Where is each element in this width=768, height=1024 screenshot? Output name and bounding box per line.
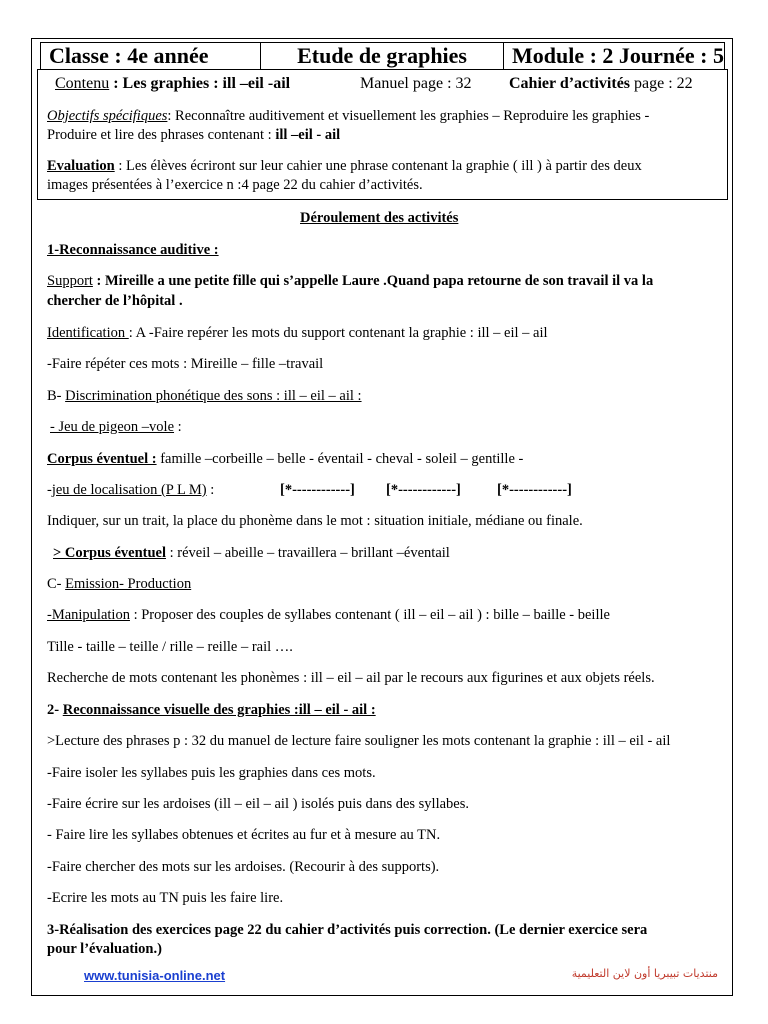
tille-line: Tille - taille – teille / rille – reille – rail …. xyxy=(47,639,293,655)
evaluation-text-1: : Les élèves écriront sur leur cahier une phrase contenant la graphie ( ill ) à partir des deux xyxy=(114,158,642,174)
contenu-text: : Les graphies : ill –eil -ail xyxy=(109,75,291,92)
objectifs-bold: ill –eil - ail xyxy=(275,127,341,143)
support-line-2: chercher de l’hôpital . xyxy=(47,293,183,309)
discrimination-label: Discrimination phonétique des sons : ill – eil – ail : xyxy=(65,388,362,404)
recherche-line: Recherche de mots contenant les phonèmes : ill – eil – ail par le recours aux figurines et aux objets réels. xyxy=(47,670,655,686)
corpus-2-label: > Corpus éventuel xyxy=(53,545,166,561)
manuel-page: Manuel page : 32 xyxy=(360,75,472,92)
section-3-line-1: 3-Réalisation des exercices page 22 du cahier d’activités puis correction. (Le dernier exercice sera xyxy=(47,922,648,938)
corpus-2-line xyxy=(53,544,450,562)
manipulation-label: -Manipulation xyxy=(47,607,130,623)
header-etude: Etude de graphies xyxy=(261,43,504,69)
jeu-pigeon-line: - Jeu de pigeon –vole : xyxy=(50,419,182,435)
emission-line: C- Emission- Production xyxy=(47,576,192,592)
section-3-line-2: pour l’évaluation.) xyxy=(47,941,162,957)
repeter-line: -Faire répéter ces mots : Mireille – fille –travail xyxy=(47,356,324,372)
evaluation-line-1 xyxy=(47,157,642,175)
indiquer-line: Indiquer, sur un trait, la place du phonème dans le mot : situation initiale, médiane ou finale. xyxy=(47,513,583,529)
website-link[interactable]: www.tunisia-online.net xyxy=(84,968,226,983)
objectifs-text-2: Produire et lire des phrases contenant : xyxy=(47,127,276,143)
section-1-title: 1-Reconnaissance auditive : xyxy=(47,242,219,258)
lire-line: - Faire lire les syllabes obtenues et écrites au fur et à mesure au TN. xyxy=(47,827,441,843)
evaluation-label: Evaluation xyxy=(47,158,115,174)
evaluation-line-2: images présentées à l’exercice n :4 page 22 du cahier d’activités. xyxy=(47,177,423,193)
objectifs-text-1: : Reconnaître auditivement et visuellement les graphies – Reproduire les graphies - xyxy=(167,108,650,124)
deroulement-title: Déroulement des activités xyxy=(300,210,459,226)
cahier-page: page : 22 xyxy=(630,75,693,92)
jeu-localisation-label: jeu de localisation (P L M) xyxy=(51,482,207,498)
ecrire-line: -Faire écrire sur les ardoises (ill – eil – ail ) isolés puis dans des syllabes. xyxy=(47,796,470,812)
corpus-2-text: : réveil – abeille – travaillera – brillant –éventail xyxy=(165,545,450,561)
contenu-line xyxy=(55,75,290,93)
section-2-title: 2- Reconnaissance visuelle des graphies :ill – eil - ail : xyxy=(47,702,376,718)
cahier-line xyxy=(509,75,693,93)
support-text-1: : Mireille a une petite fille qui s’appelle Laure .Quand papa retourne de son travail il va la xyxy=(92,273,654,289)
identification-label: Identification xyxy=(47,325,129,341)
identification-text: : A -Faire repérer les mots du support contenant la graphie : ill – eil – ail xyxy=(128,325,548,341)
bracket-3: [*------------] xyxy=(497,482,572,498)
objectifs-line-2 xyxy=(47,126,340,144)
bracket-2: [*------------] xyxy=(386,482,461,498)
identification-line xyxy=(47,324,548,342)
manipulation-line xyxy=(47,606,610,624)
cahier-label: Cahier d’activités xyxy=(509,75,631,92)
ecrire-tn-line: -Ecrire les mots au TN puis les faire lire. xyxy=(47,890,284,906)
corpus-1-text: famille –corbeille – belle - éventail - cheval - soleil – gentille - xyxy=(156,451,524,467)
header-module: Module : 2 Journée : 5 xyxy=(511,43,724,68)
arabic-footer: منتديات تبيبريا أون لاين التعليمية xyxy=(571,967,718,980)
corpus-1-label: Corpus éventuel : xyxy=(47,451,157,467)
objectifs-label: Objectifs spécifiques xyxy=(47,108,168,124)
header-classe: Classe : 4e année xyxy=(41,43,261,69)
chercher-line: -Faire chercher des mots sur les ardoises. (Recourir à des supports). xyxy=(47,859,440,875)
objectifs-line-1 xyxy=(47,107,649,125)
discrimination-line: B- Discrimination phonétique des sons : ill – eil – ail : xyxy=(47,388,362,404)
bracket-1: [*------------] xyxy=(280,482,355,498)
emission-label: Emission- Production xyxy=(65,576,192,592)
support-line-1 xyxy=(47,272,653,290)
corpus-1-line xyxy=(47,450,523,468)
isoler-line: -Faire isoler les syllabes puis les graphies dans ces mots. xyxy=(47,765,376,781)
lecture-line: >Lecture des phrases p : 32 du manuel de lecture faire souligner les mots contenant la graphie : ill – eil - ail xyxy=(47,733,671,749)
jeu-pigeon-label: - Jeu de pigeon –vole xyxy=(50,419,175,435)
jeu-localisation-line: -jeu de localisation (P L M) : xyxy=(47,482,215,498)
manipulation-text: : Proposer des couples de syllabes contenant ( ill – eil – ail ) : bille – baille - beille xyxy=(129,607,610,623)
header-row xyxy=(40,42,725,70)
support-label: Support xyxy=(47,273,93,289)
contenu-label: Contenu xyxy=(55,75,110,92)
